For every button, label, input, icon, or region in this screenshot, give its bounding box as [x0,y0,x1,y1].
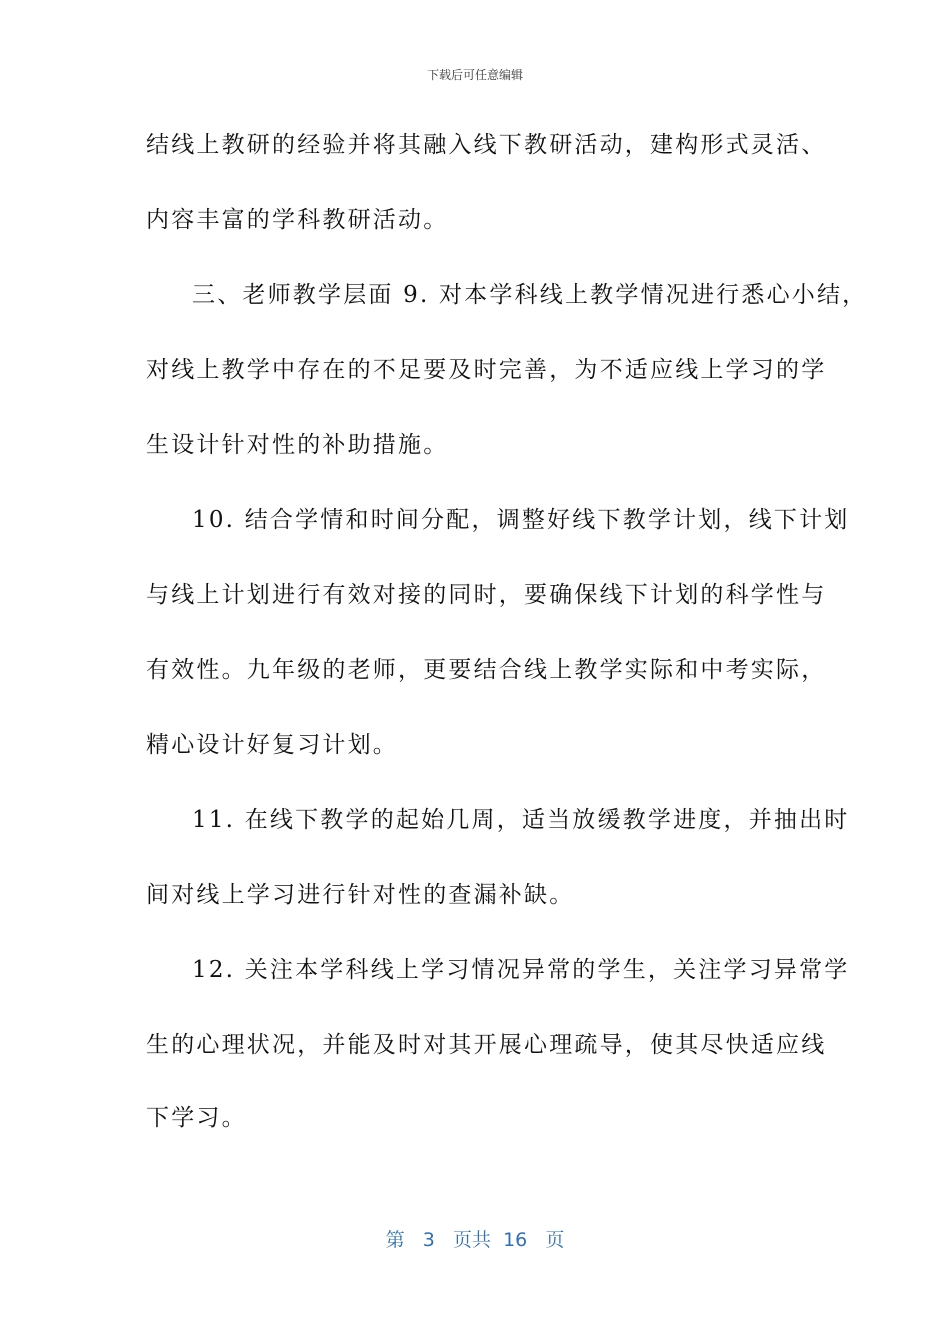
paragraph-start-line: 三、老师教学层面 9. 对本学科线上教学情况进行悉心小结， [192,282,868,308]
text-line: 生设计针对性的补助措施。 [146,432,449,458]
text-line: 生的心理状况，并能及时对其开展心理疏导，使其尽快适应线 [146,1032,827,1058]
total-pages-number: 16 [503,1229,528,1251]
paragraph-start-line: 12. 关注本学科线上学习情况异常的学生，关注学习异常学 [192,957,850,983]
text-line: 精心设计好复习计划。 [146,732,398,758]
page-prefix: 第 [385,1229,405,1251]
text-line: 内容丰富的学科教研活动。 [146,207,449,233]
text-line: 与线上计划进行有效对接的同时，要确保线下计划的科学性与 [146,582,827,608]
paragraph-start-line: 10. 结合学情和时间分配，调整好线下教学计划，线下计划 [192,507,850,533]
header-note: 下载后可任意编辑 [426,68,523,82]
page-mid: 页共 [452,1229,491,1251]
text-line: 结线上教研的经验并将其融入线下教研活动，建构形式灵活、 [146,132,827,158]
text-line: 对线上教学中存在的不足要及时完善，为不适应线上学习的学 [146,357,827,383]
page-suffix: 页 [545,1229,565,1251]
page-footer [0,1225,950,1252]
text-line: 下学习。 [146,1105,247,1131]
current-page-number: 3 [422,1229,435,1251]
text-line: 有效性。九年级的老师，更要结合线上教学实际和中考实际， [146,657,827,683]
paragraph-start-line: 11. 在线下教学的起始几周，适当放缓教学进度，并抽出时 [192,807,850,833]
text-line: 间对线上学习进行针对性的查漏补缺。 [146,882,575,908]
